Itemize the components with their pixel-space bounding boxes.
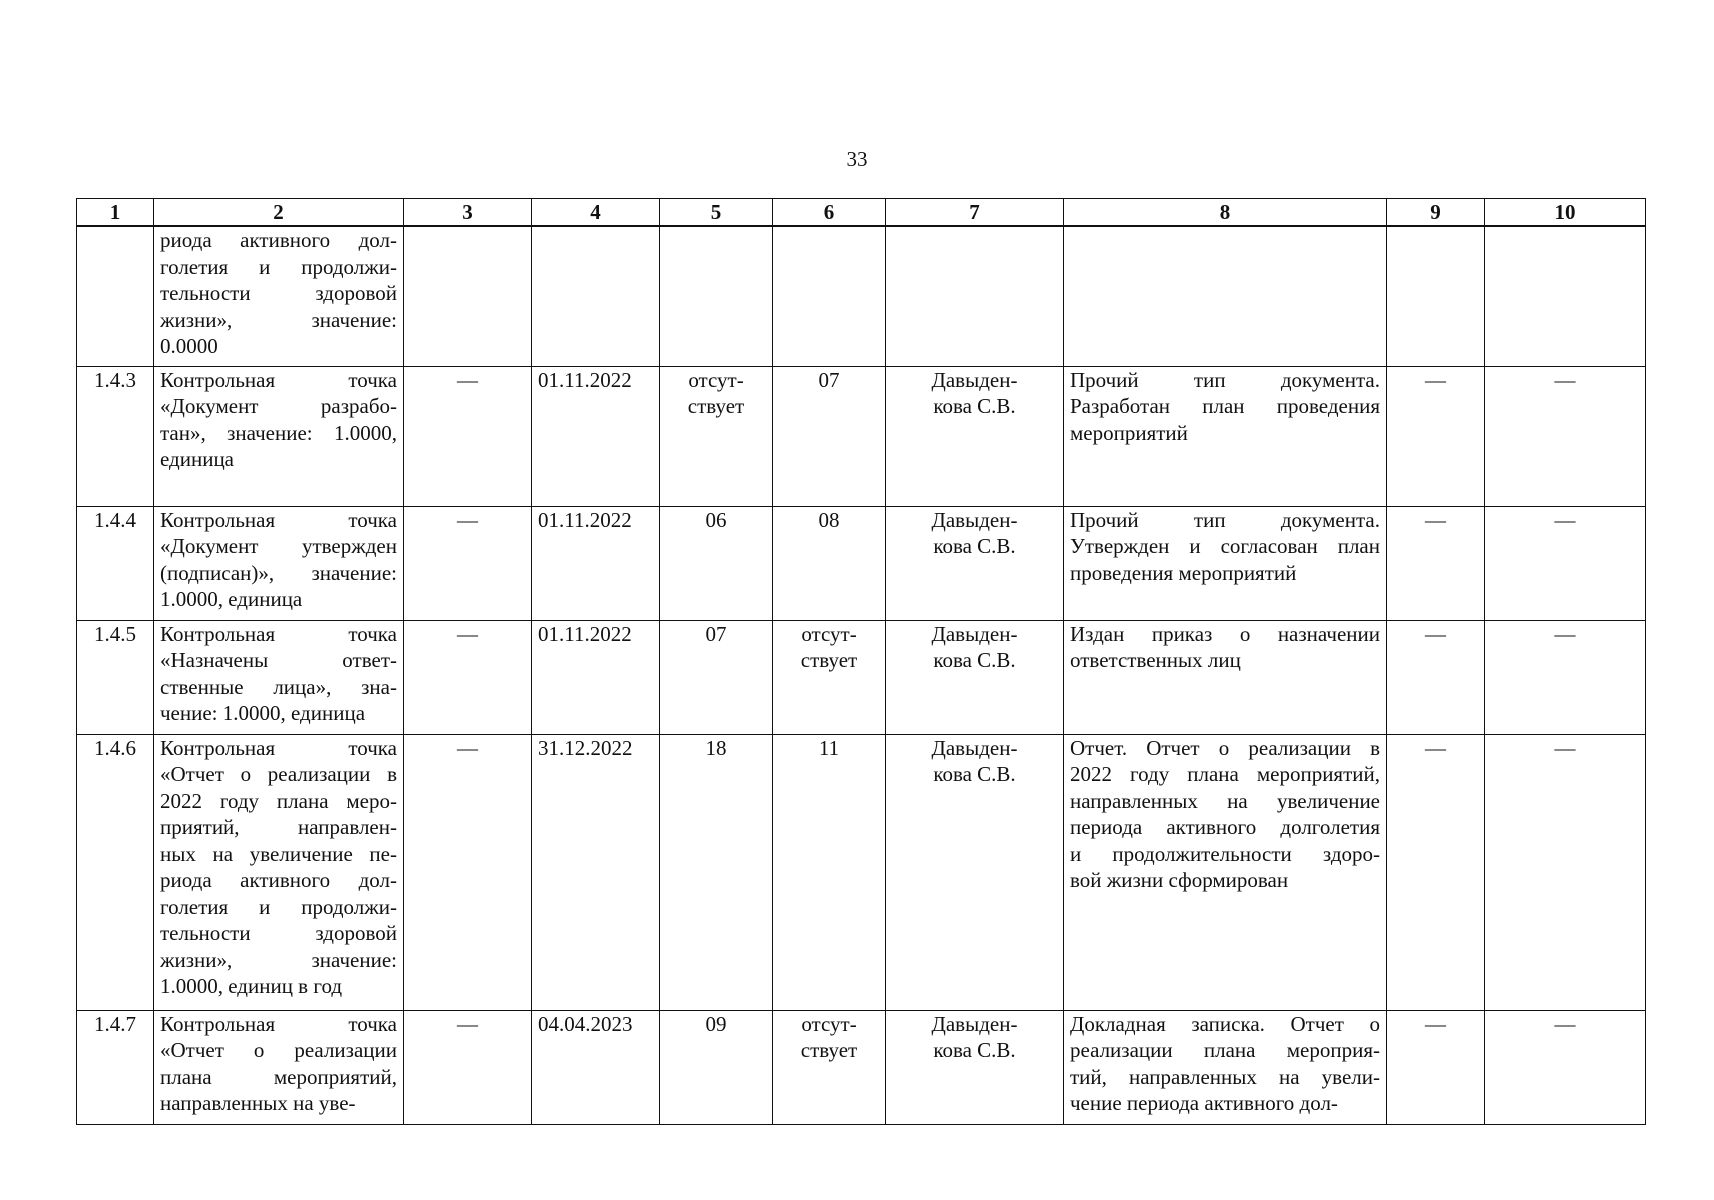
description-line: тельности здоровой xyxy=(160,921,397,945)
column-10-cell: — xyxy=(1485,734,1646,1010)
item-number-cell xyxy=(77,226,154,366)
item-number-cell: 1.4.6 xyxy=(77,734,154,1010)
table-row xyxy=(77,734,1646,1010)
result-line: Издан приказ о назначении xyxy=(1070,621,1380,646)
column-6-cell xyxy=(773,620,886,734)
result-line: 2022 году плана мероприятий, xyxy=(1070,762,1380,786)
item-number-cell: 1.4.5 xyxy=(77,620,154,734)
column-header-4: 4 xyxy=(532,199,660,227)
responsible-cell xyxy=(886,366,1064,506)
column-5-line: 09 xyxy=(705,1011,727,1036)
description-line: плана мероприятий, xyxy=(160,1064,397,1089)
column-6-cell xyxy=(773,734,886,1010)
description-line: тан», значение: 1.0000, xyxy=(160,420,397,445)
result-line: и продолжительности здоро- xyxy=(1070,841,1380,866)
description-line: Контрольная точка xyxy=(160,1011,397,1036)
description-line: «Назначены ответ- xyxy=(160,648,397,672)
column-5-line: 07 xyxy=(705,621,727,646)
responsible-line: Давыден- xyxy=(931,735,1018,760)
column-5-cell xyxy=(660,620,773,734)
result-cell xyxy=(1064,1010,1387,1124)
description-cell xyxy=(154,366,404,506)
column-6-line: 11 xyxy=(818,735,840,760)
column-header-6: 6 xyxy=(773,199,886,227)
description-line: (подписан)», значение: xyxy=(160,560,397,585)
responsible-line: кова С.В. xyxy=(933,394,1016,418)
description-cell xyxy=(154,226,404,366)
column-5-line: отсут- xyxy=(688,367,744,392)
responsible-line: кова С.В. xyxy=(933,1038,1016,1062)
description-line: «Документ разрабо- xyxy=(160,394,397,418)
date-cell: 04.04.2023 xyxy=(532,1010,660,1124)
table-row xyxy=(77,620,1646,734)
description-line: единица xyxy=(160,447,235,471)
result-line: ответственных лиц xyxy=(1070,648,1241,672)
column-6-cell xyxy=(773,366,886,506)
column-3-cell: — xyxy=(404,1010,532,1124)
description-line: Контрольная точка xyxy=(160,621,397,646)
description-line: риода активного дол- xyxy=(160,868,397,892)
date-cell: 01.11.2022 xyxy=(532,366,660,506)
responsible-cell xyxy=(886,226,1064,366)
column-5-cell xyxy=(660,1010,773,1124)
description-line: голетия и продолжи- xyxy=(160,894,397,919)
page-number: 33 xyxy=(846,147,868,171)
column-9-cell: — xyxy=(1387,1010,1485,1124)
column-6-line: ствует xyxy=(800,1038,858,1062)
column-6-line: отсут- xyxy=(801,1011,857,1036)
result-line: тий, направленных на увели- xyxy=(1070,1064,1380,1089)
responsible-line: кова С.В. xyxy=(933,648,1016,672)
responsible-cell xyxy=(886,1010,1064,1124)
description-line: риода активного дол- xyxy=(160,228,397,252)
result-line: мероприятий xyxy=(1070,420,1188,445)
result-cell xyxy=(1064,620,1387,734)
description-line: 1.0000, единиц в год xyxy=(160,974,343,998)
description-line: жизни», значение: xyxy=(160,307,397,332)
item-number-cell: 1.4.3 xyxy=(77,366,154,506)
column-6-cell xyxy=(773,1010,886,1124)
column-header-7: 7 xyxy=(886,199,1064,227)
column-10-cell: — xyxy=(1485,366,1646,506)
column-header-2: 2 xyxy=(154,199,404,227)
responsible-line: кова С.В. xyxy=(933,762,1016,786)
column-10-cell: — xyxy=(1485,620,1646,734)
column-9-cell xyxy=(1387,226,1485,366)
responsible-line: Давыден- xyxy=(931,621,1018,646)
description-cell xyxy=(154,506,404,620)
description-line: ственные лица», зна- xyxy=(160,674,397,699)
description-cell xyxy=(154,1010,404,1124)
description-line: 1.0000, единица xyxy=(160,587,303,611)
result-line: вой жизни сформирован xyxy=(1070,868,1289,892)
description-line: Контрольная точка xyxy=(160,367,397,392)
column-5-line: 18 xyxy=(705,735,727,760)
column-header-5: 5 xyxy=(660,199,773,227)
table-row xyxy=(77,506,1646,620)
description-cell xyxy=(154,734,404,1010)
column-6-line: 08 xyxy=(818,507,840,532)
column-10-cell: — xyxy=(1485,506,1646,620)
column-9-cell: — xyxy=(1387,366,1485,506)
table-row xyxy=(77,366,1646,506)
result-line: Докладная записка. Отчет о xyxy=(1070,1011,1380,1036)
column-5-cell xyxy=(660,734,773,1010)
description-cell xyxy=(154,620,404,734)
description-line: приятий, направлен- xyxy=(160,815,397,839)
document-table xyxy=(76,198,1646,1125)
column-header-8: 8 xyxy=(1064,199,1387,227)
column-5-cell xyxy=(660,506,773,620)
table-body xyxy=(77,226,1646,1124)
result-cell xyxy=(1064,226,1387,366)
result-line: Отчет. Отчет о реализации в xyxy=(1070,735,1380,760)
description-line: ных на увеличение пе- xyxy=(160,841,397,866)
result-line: Утвержден и согласован план xyxy=(1070,534,1380,558)
column-6-cell xyxy=(773,506,886,620)
column-header-10: 10 xyxy=(1485,199,1646,227)
column-3-cell: — xyxy=(404,506,532,620)
column-header-9: 9 xyxy=(1387,199,1485,227)
column-3-cell: — xyxy=(404,620,532,734)
result-line: реализации плана мероприя- xyxy=(1070,1038,1380,1062)
result-line: проведения мероприятий xyxy=(1070,560,1297,585)
date-cell: 31.12.2022 xyxy=(532,734,660,1010)
result-line: чение периода активного дол- xyxy=(1070,1091,1338,1115)
column-9-cell: — xyxy=(1387,620,1485,734)
result-cell xyxy=(1064,366,1387,506)
description-line: 0.0000 xyxy=(160,334,218,358)
column-6-line: отсут- xyxy=(801,621,857,646)
table-header-row xyxy=(77,199,1646,227)
description-line: жизни», значение: xyxy=(160,947,397,972)
result-line: периода активного долголетия xyxy=(1070,815,1380,839)
column-9-cell: — xyxy=(1387,506,1485,620)
result-cell xyxy=(1064,506,1387,620)
column-6-cell xyxy=(773,226,886,366)
date-cell: 01.11.2022 xyxy=(532,620,660,734)
column-6-line: ствует xyxy=(800,648,858,672)
column-3-cell: — xyxy=(404,734,532,1010)
table-row xyxy=(77,1010,1646,1124)
description-line: чение: 1.0000, единица xyxy=(160,701,366,725)
item-number-cell: 1.4.7 xyxy=(77,1010,154,1124)
item-number-cell: 1.4.4 xyxy=(77,506,154,620)
column-3-cell xyxy=(404,226,532,366)
column-header-1: 1 xyxy=(77,199,154,227)
description-line: «Отчет о реализации xyxy=(160,1038,397,1062)
column-header-3: 3 xyxy=(404,199,532,227)
column-10-cell: — xyxy=(1485,1010,1646,1124)
description-line: голетия и продолжи- xyxy=(160,254,397,279)
description-line: тельности здоровой xyxy=(160,281,397,305)
date-cell: 01.11.2022 xyxy=(532,506,660,620)
column-5-line: 06 xyxy=(705,507,727,532)
column-5-cell xyxy=(660,226,773,366)
date-cell xyxy=(532,226,660,366)
result-cell xyxy=(1064,734,1387,1010)
table-row xyxy=(77,226,1646,366)
description-line: 2022 году плана меро- xyxy=(160,788,397,813)
description-line: направленных на уве- xyxy=(160,1091,356,1115)
responsible-cell xyxy=(886,620,1064,734)
responsible-line: Давыден- xyxy=(931,1011,1018,1036)
description-line: «Отчет о реализации в xyxy=(160,762,397,786)
description-line: «Документ утвержден xyxy=(160,534,397,558)
result-line: Прочий тип документа. xyxy=(1070,507,1380,532)
column-5-line: ствует xyxy=(687,394,745,418)
description-line: Контрольная точка xyxy=(160,735,397,760)
result-line: направленных на увеличение xyxy=(1070,788,1380,813)
responsible-line: Давыден- xyxy=(931,367,1018,392)
column-9-cell: — xyxy=(1387,734,1485,1010)
responsible-line: кова С.В. xyxy=(933,534,1016,558)
responsible-cell xyxy=(886,506,1064,620)
column-3-cell: — xyxy=(404,366,532,506)
responsible-line: Давыден- xyxy=(931,507,1018,532)
responsible-cell xyxy=(886,734,1064,1010)
result-line: Разработан план проведения xyxy=(1070,394,1380,418)
result-line: Прочий тип документа. xyxy=(1070,367,1380,392)
column-10-cell xyxy=(1485,226,1646,366)
description-line: Контрольная точка xyxy=(160,507,397,532)
column-5-cell xyxy=(660,366,773,506)
column-6-line: 07 xyxy=(818,367,840,392)
